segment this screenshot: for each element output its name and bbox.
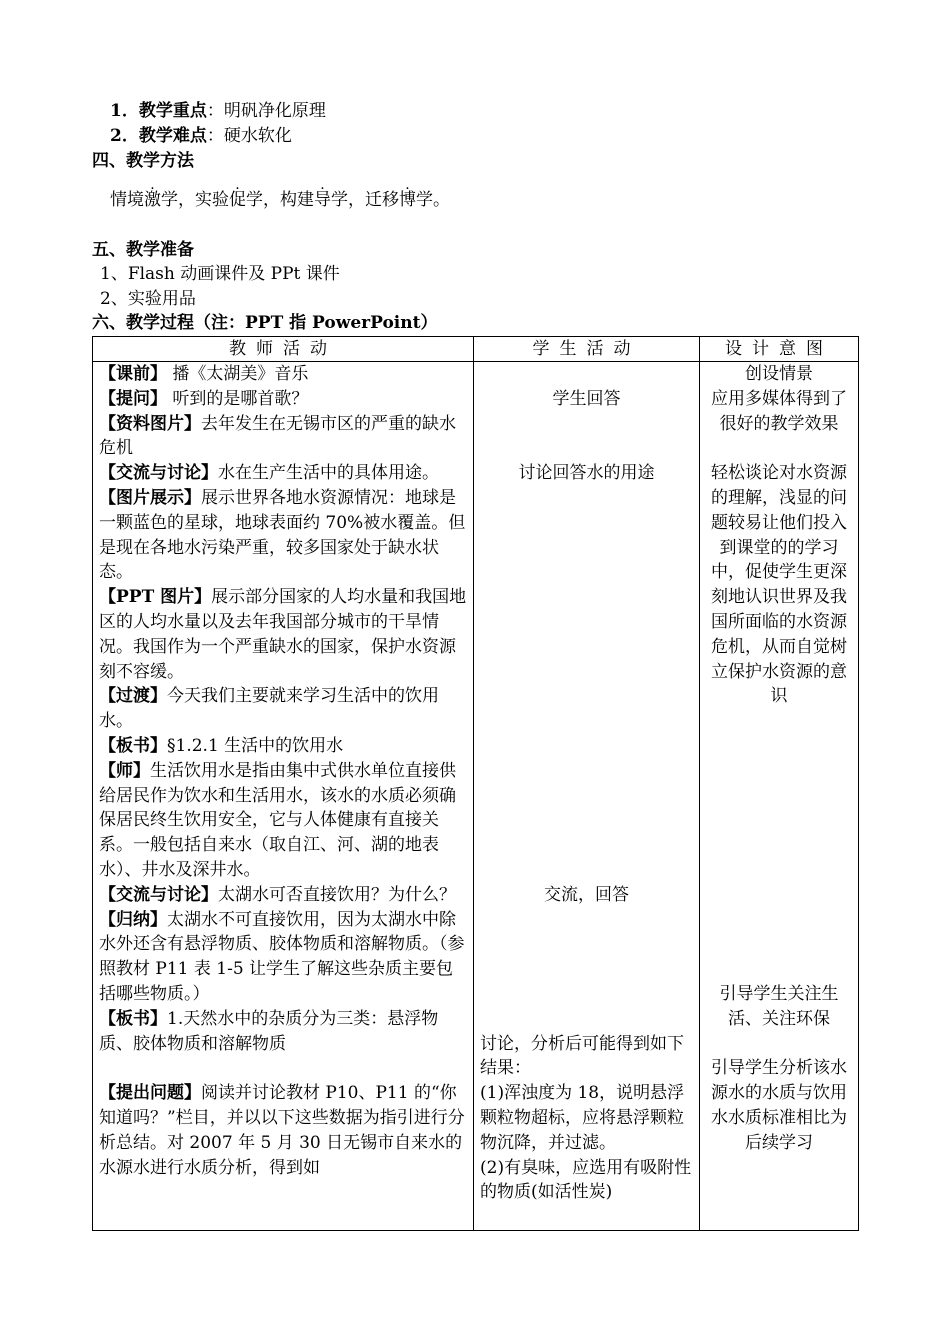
methods-line: 情境激学，实验促学，构建导学，迁移博学。 (110, 190, 450, 210)
header-intent: 设计意图 (700, 337, 859, 362)
difficult-point-text: ：硬水软化 (206, 126, 292, 146)
emphasis-char: 导 (314, 190, 331, 210)
teacher-item: 【提问】 听到的是哪首歌？ (99, 388, 309, 409)
design-intent-cell (700, 362, 859, 1231)
student-analysis: 讨论，分析后可能得到如下结果： (480, 1033, 684, 1079)
prep-item-2: 2、实验用品 (100, 289, 196, 309)
teacher-item: 【过渡】今天我们主要就来学习生活中的饮用水。 (99, 686, 439, 732)
student-discuss-uses: 讨论回答水的用途 (518, 463, 655, 484)
section-methods-heading: 四、教学方法 (92, 151, 194, 171)
teacher-item: 【PPT 图片】展示部分国家的人均水量和我国地区的人均水量以及去年我国部分城市的干旱情况。我国作为一个严重缺水的国家，保护水资源刻不容缓。 (99, 587, 467, 682)
teacher-item: 【课前】 播《太湖美》音乐 (99, 364, 309, 384)
emphasis-char: 博 (399, 190, 416, 210)
teacher-item: 【交流与讨论】太湖水可否直接饮用？为什么？ (99, 884, 456, 905)
key-point-label: 1．教学重点 (110, 101, 207, 121)
intent-environment: 引导学生关注生活、关注环保 (719, 983, 839, 1029)
section-prep-heading: 五、教学准备 (92, 240, 194, 260)
teacher-item: 【资料图片】去年发生在无锡市区的严重的缺水危机 (99, 413, 456, 459)
section-process-heading: 六、教学过程（注：PPT 指 PowerPoint） (92, 313, 438, 333)
table-row (93, 362, 859, 1231)
teacher-item: 【归纳】太湖水不可直接饮用，因为太湖水中除水外还含有悬浮物质、胶体物质和溶解物质。（参照教材 P11 表 1-5 让学生了解这些杂质主要包括哪些物质。） (99, 909, 465, 1004)
intent-multimedia: 应用多媒体得到了很好的教学效果 (711, 388, 847, 434)
student-result-1: (1)浑浊度为 18，说明悬浮颗粒物超标，应将悬浮颗粒物沉降，并过滤。 (480, 1083, 685, 1153)
student-activity-cell (474, 362, 700, 1231)
intent-analysis: 引导学生分析该水源水的水质与饮用水水质标准相比为后续学习 (711, 1058, 847, 1153)
teacher-item: 【板书】§1.2.1 生活中的饮用水 (99, 735, 344, 756)
student-answer: 学生回答 (552, 388, 621, 409)
emphasis-char: 激 (144, 190, 161, 210)
header-teacher: 教师活动 (93, 337, 474, 362)
emphasis-char: 促 (229, 190, 246, 210)
intent-scene: 创设情景 (745, 364, 813, 384)
key-point-text: ：明矾净化原理 (206, 101, 326, 121)
prep-item-1: 1、Flash 动画课件及 PPt 课件 (100, 264, 340, 284)
student-exchange-answer: 交流，回答 (544, 884, 629, 905)
table-header-row (93, 337, 859, 362)
teacher-item: 【交流与讨论】水在生产生活中的具体用途。 (99, 463, 439, 484)
teacher-item: 【提出问题】阅读并讨论教材 P10、P11 的“你知道吗？”栏目，并以以下这些数据为指引进行分析总结。对 2007 年 5 月 30 日无锡市自来水的水源水进行水质分析，得到如 (99, 1083, 465, 1178)
teacher-item: 【图片展示】展示世界各地水资源情况：地球是一颗蓝色的星球，地球表面约 70%被水覆盖。但是现在各地水污染严重，较多国家处于缺水状态。 (99, 487, 466, 583)
student-result-2: (2)有臭味，应选用有吸附性的物质(如活性炭) (480, 1157, 692, 1203)
teacher-activity-cell (93, 362, 474, 1231)
difficult-point-label: 2．教学难点 (110, 126, 207, 146)
header-student: 学生活动 (474, 337, 700, 362)
difficult-point-line (110, 124, 292, 149)
intent-water-awareness: 轻松谈论对水资源的理解，浅显的问题较易让他们投入到课堂的的学习中，促使学生更深刻地认识世界及我国所面临的水资源危机，从而自觉树立保护水资源的意识 (711, 463, 847, 707)
teacher-item: 【师】生活饮用水是指由集中式供水单位直接供给居民作为饮水和生活用水，该水的水质必须确保居民终生饮用安全，它与人体健康有直接关系。一般包括自来水（取自江、河、湖的地表水）、井水及深井水。 (99, 760, 456, 880)
teaching-process-table (92, 336, 859, 1231)
key-point-line (110, 99, 326, 124)
teacher-item: 【板书】1.天然水中的杂质分为三类：悬浮物质、胶体物质和溶解物质 (99, 1008, 439, 1054)
